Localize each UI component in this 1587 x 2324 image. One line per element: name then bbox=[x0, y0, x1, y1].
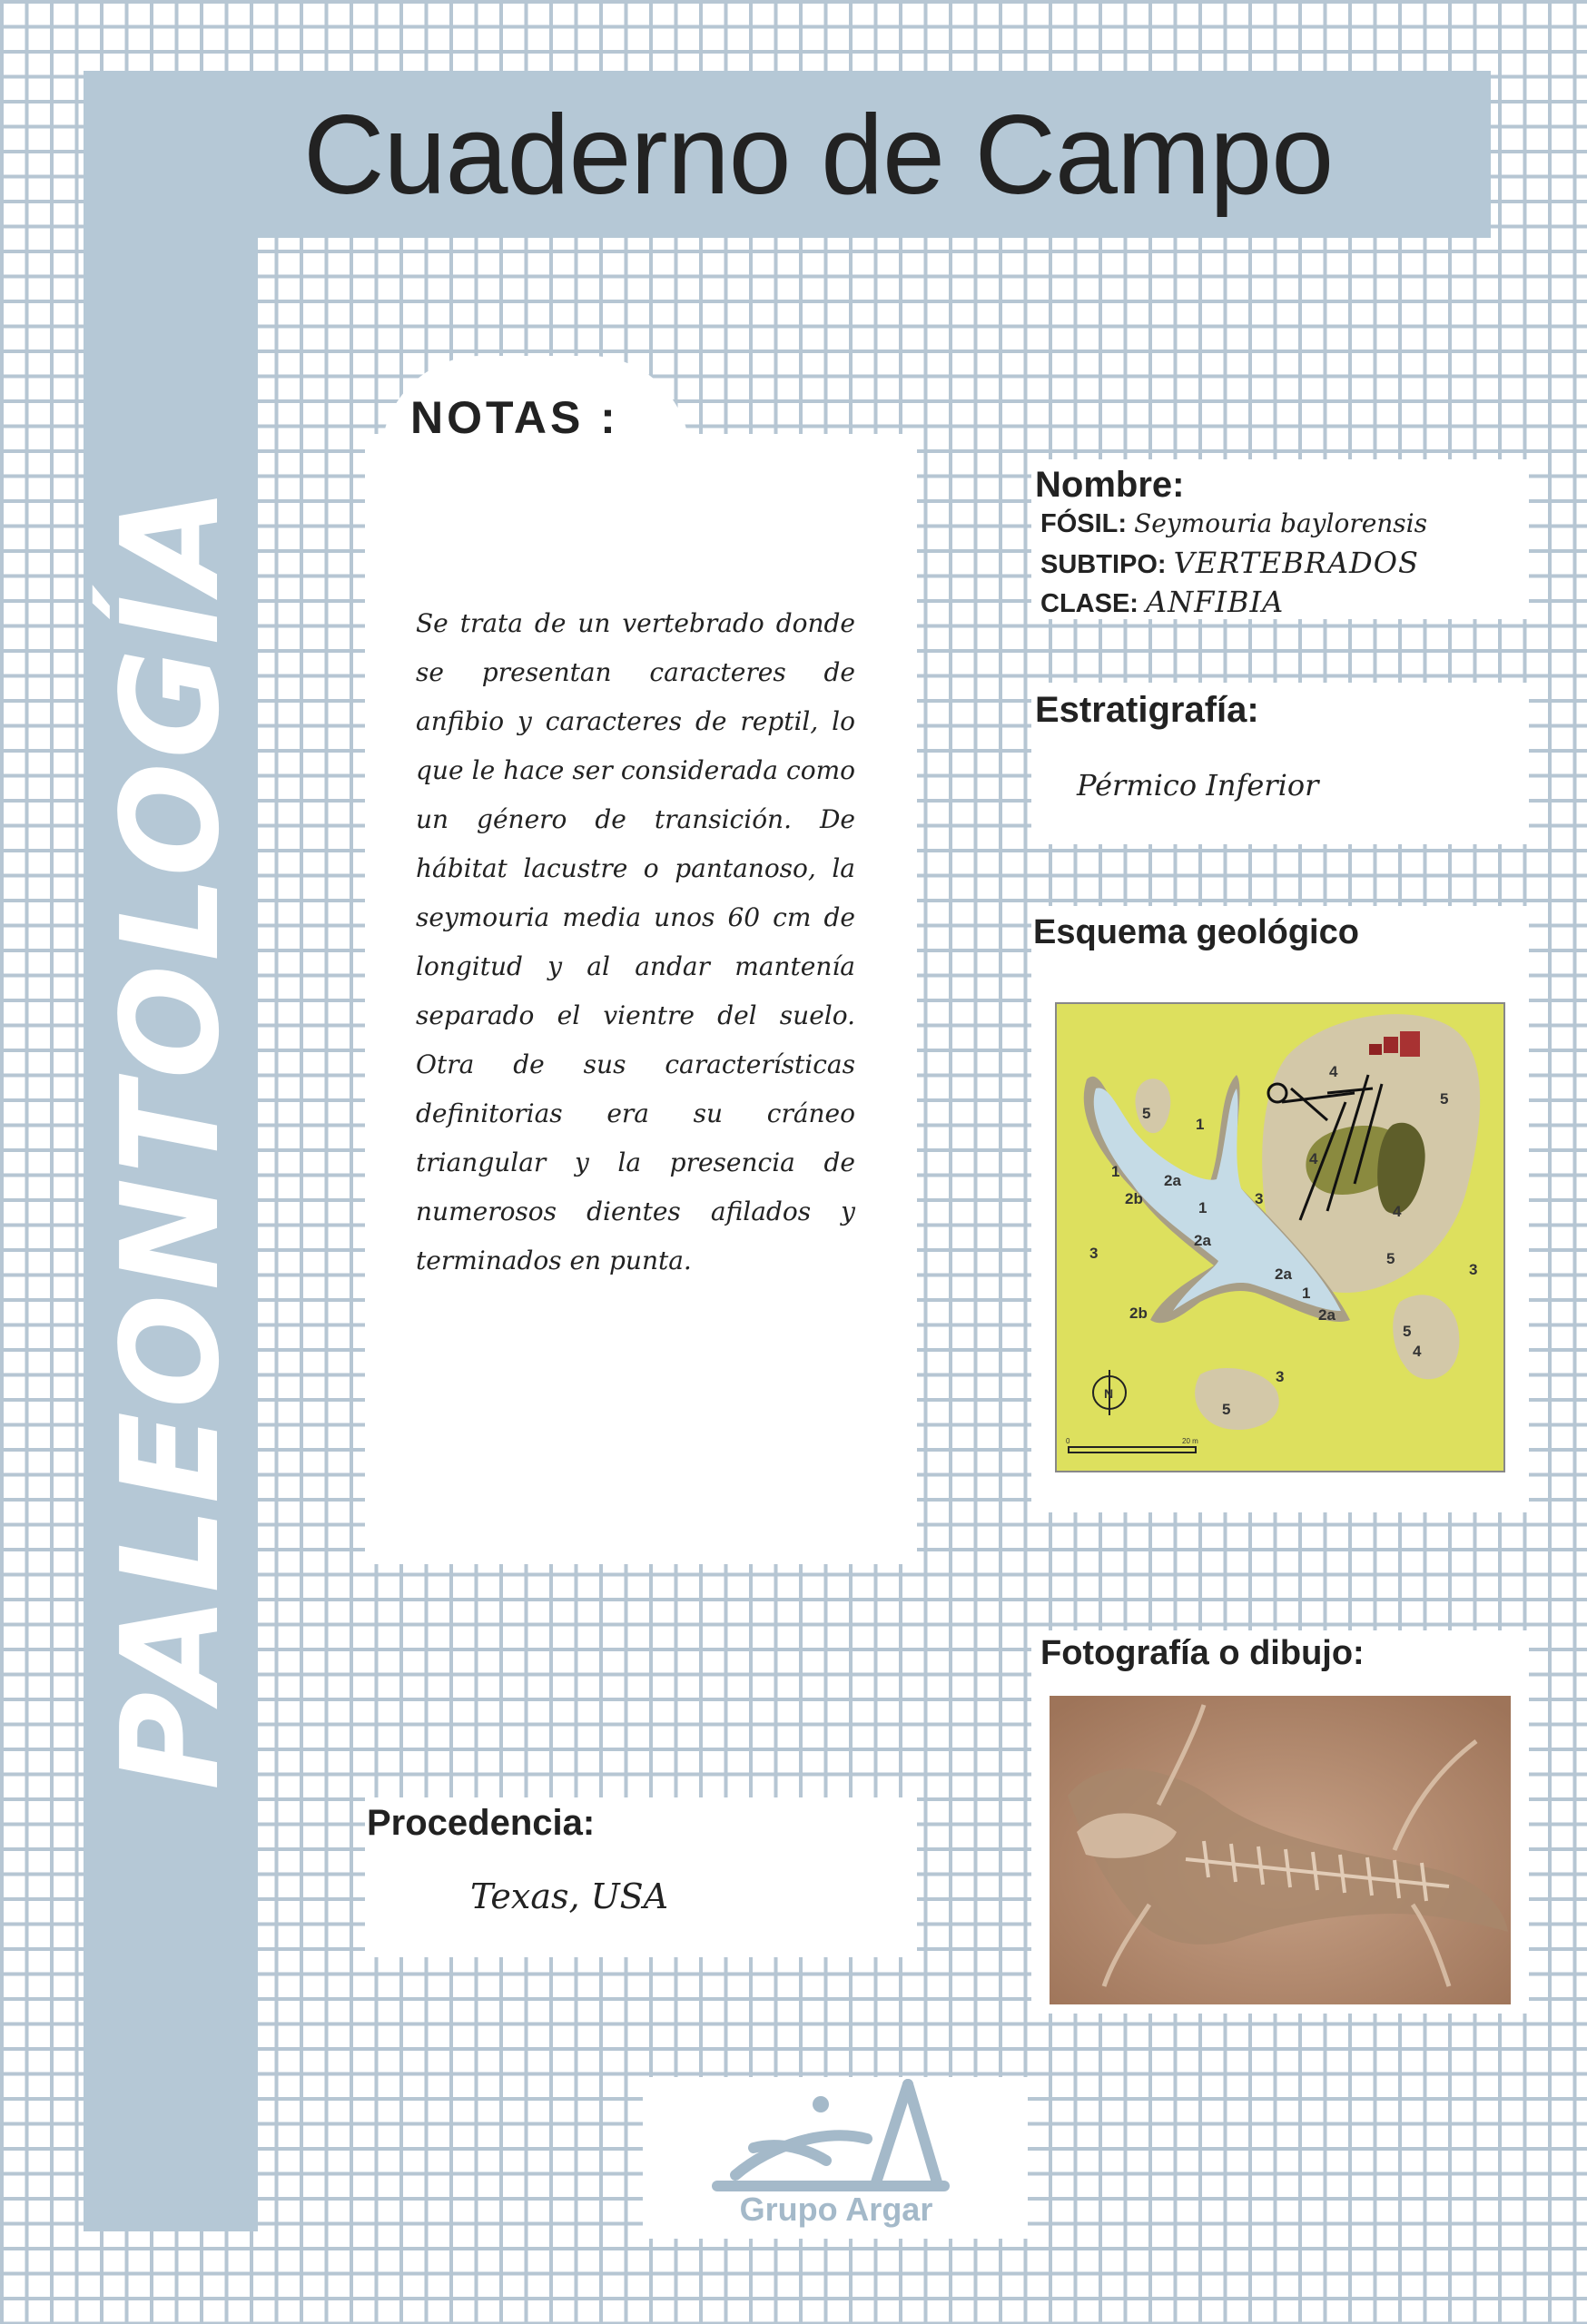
clase-label: CLASE: bbox=[1040, 589, 1138, 618]
esquema-heading: Esquema geológico bbox=[1033, 913, 1359, 951]
fosil-row bbox=[1040, 506, 1427, 542]
map-label: 20 m bbox=[1182, 1437, 1198, 1445]
map-label: 5 bbox=[1222, 1401, 1231, 1418]
clase-row bbox=[1040, 584, 1284, 622]
map-label: 5 bbox=[1142, 1105, 1151, 1122]
geological-map bbox=[1055, 1002, 1505, 1472]
fosil-label: FÓSIL: bbox=[1040, 509, 1128, 538]
map-label: 3 bbox=[1255, 1190, 1264, 1207]
subtipo-value: VERTEBRADOS bbox=[1173, 546, 1419, 580]
map-label: 4 bbox=[1413, 1343, 1422, 1360]
map-label: 2a bbox=[1318, 1306, 1336, 1324]
map-label: 5 bbox=[1403, 1323, 1412, 1340]
map-label: 1 bbox=[1111, 1163, 1120, 1180]
map-label: 2b bbox=[1129, 1305, 1148, 1322]
map-label: 4 bbox=[1309, 1150, 1318, 1167]
map-label: 1 bbox=[1196, 1116, 1205, 1133]
map-label: 1 bbox=[1198, 1199, 1208, 1216]
map-label: 2a bbox=[1164, 1172, 1181, 1189]
fosil-value: Seymouria baylorensis bbox=[1134, 508, 1427, 538]
foto-heading: Fotografía o dibujo: bbox=[1040, 1634, 1365, 1672]
map-label: 3 bbox=[1276, 1368, 1285, 1385]
estratigrafia-heading: Estratigrafía: bbox=[1035, 690, 1259, 730]
subtipo-row bbox=[1040, 545, 1419, 583]
fossil-photo bbox=[1050, 1696, 1511, 2004]
notes-title: NOTAS : bbox=[410, 392, 619, 443]
nombre-heading: Nombre: bbox=[1035, 465, 1185, 505]
map-label: 2a bbox=[1194, 1232, 1211, 1249]
page-title: Cuaderno de Campo bbox=[303, 93, 1334, 218]
map-label: 5 bbox=[1386, 1250, 1395, 1267]
map-label: 2a bbox=[1275, 1265, 1292, 1283]
map-label: 1 bbox=[1302, 1285, 1311, 1302]
map-label: 3 bbox=[1089, 1245, 1099, 1262]
subtipo-label: SUBTIPO: bbox=[1040, 550, 1167, 579]
notes-text: Se trata de un vertebrado donde se presentan caracteres de anfibio y caracteres de reptil, lo que le hace ser considerada como un género de transición. De hábitat lacustre o pantanoso, la seymouria media unos 60 cm de longitud y al andar mantenía separado el vientre del suelo. Otra de sus características definitorias era su cráneo triangular y la presencia de numerosos dientes afilados y terminados en punta. bbox=[416, 608, 855, 1275]
map-label: 3 bbox=[1469, 1261, 1478, 1278]
map-label: 4 bbox=[1393, 1203, 1402, 1220]
map-label: 0 bbox=[1066, 1437, 1070, 1445]
map-label: 2b bbox=[1125, 1190, 1143, 1207]
procedencia-heading: Procedencia: bbox=[367, 1803, 596, 1843]
estratigrafia-value: Pérmico Inferior bbox=[1077, 768, 1319, 803]
map-label: 4 bbox=[1329, 1063, 1338, 1080]
map-label: 5 bbox=[1440, 1090, 1449, 1108]
side-title: PALEONTOLOGÍA bbox=[93, 483, 249, 1790]
clase-value: ANFIBIA bbox=[1146, 585, 1285, 619]
logo-text: Grupo Argar bbox=[739, 2191, 933, 2228]
map-label: N bbox=[1104, 1386, 1114, 1401]
procedencia-value: Texas, USA bbox=[470, 1876, 669, 1916]
